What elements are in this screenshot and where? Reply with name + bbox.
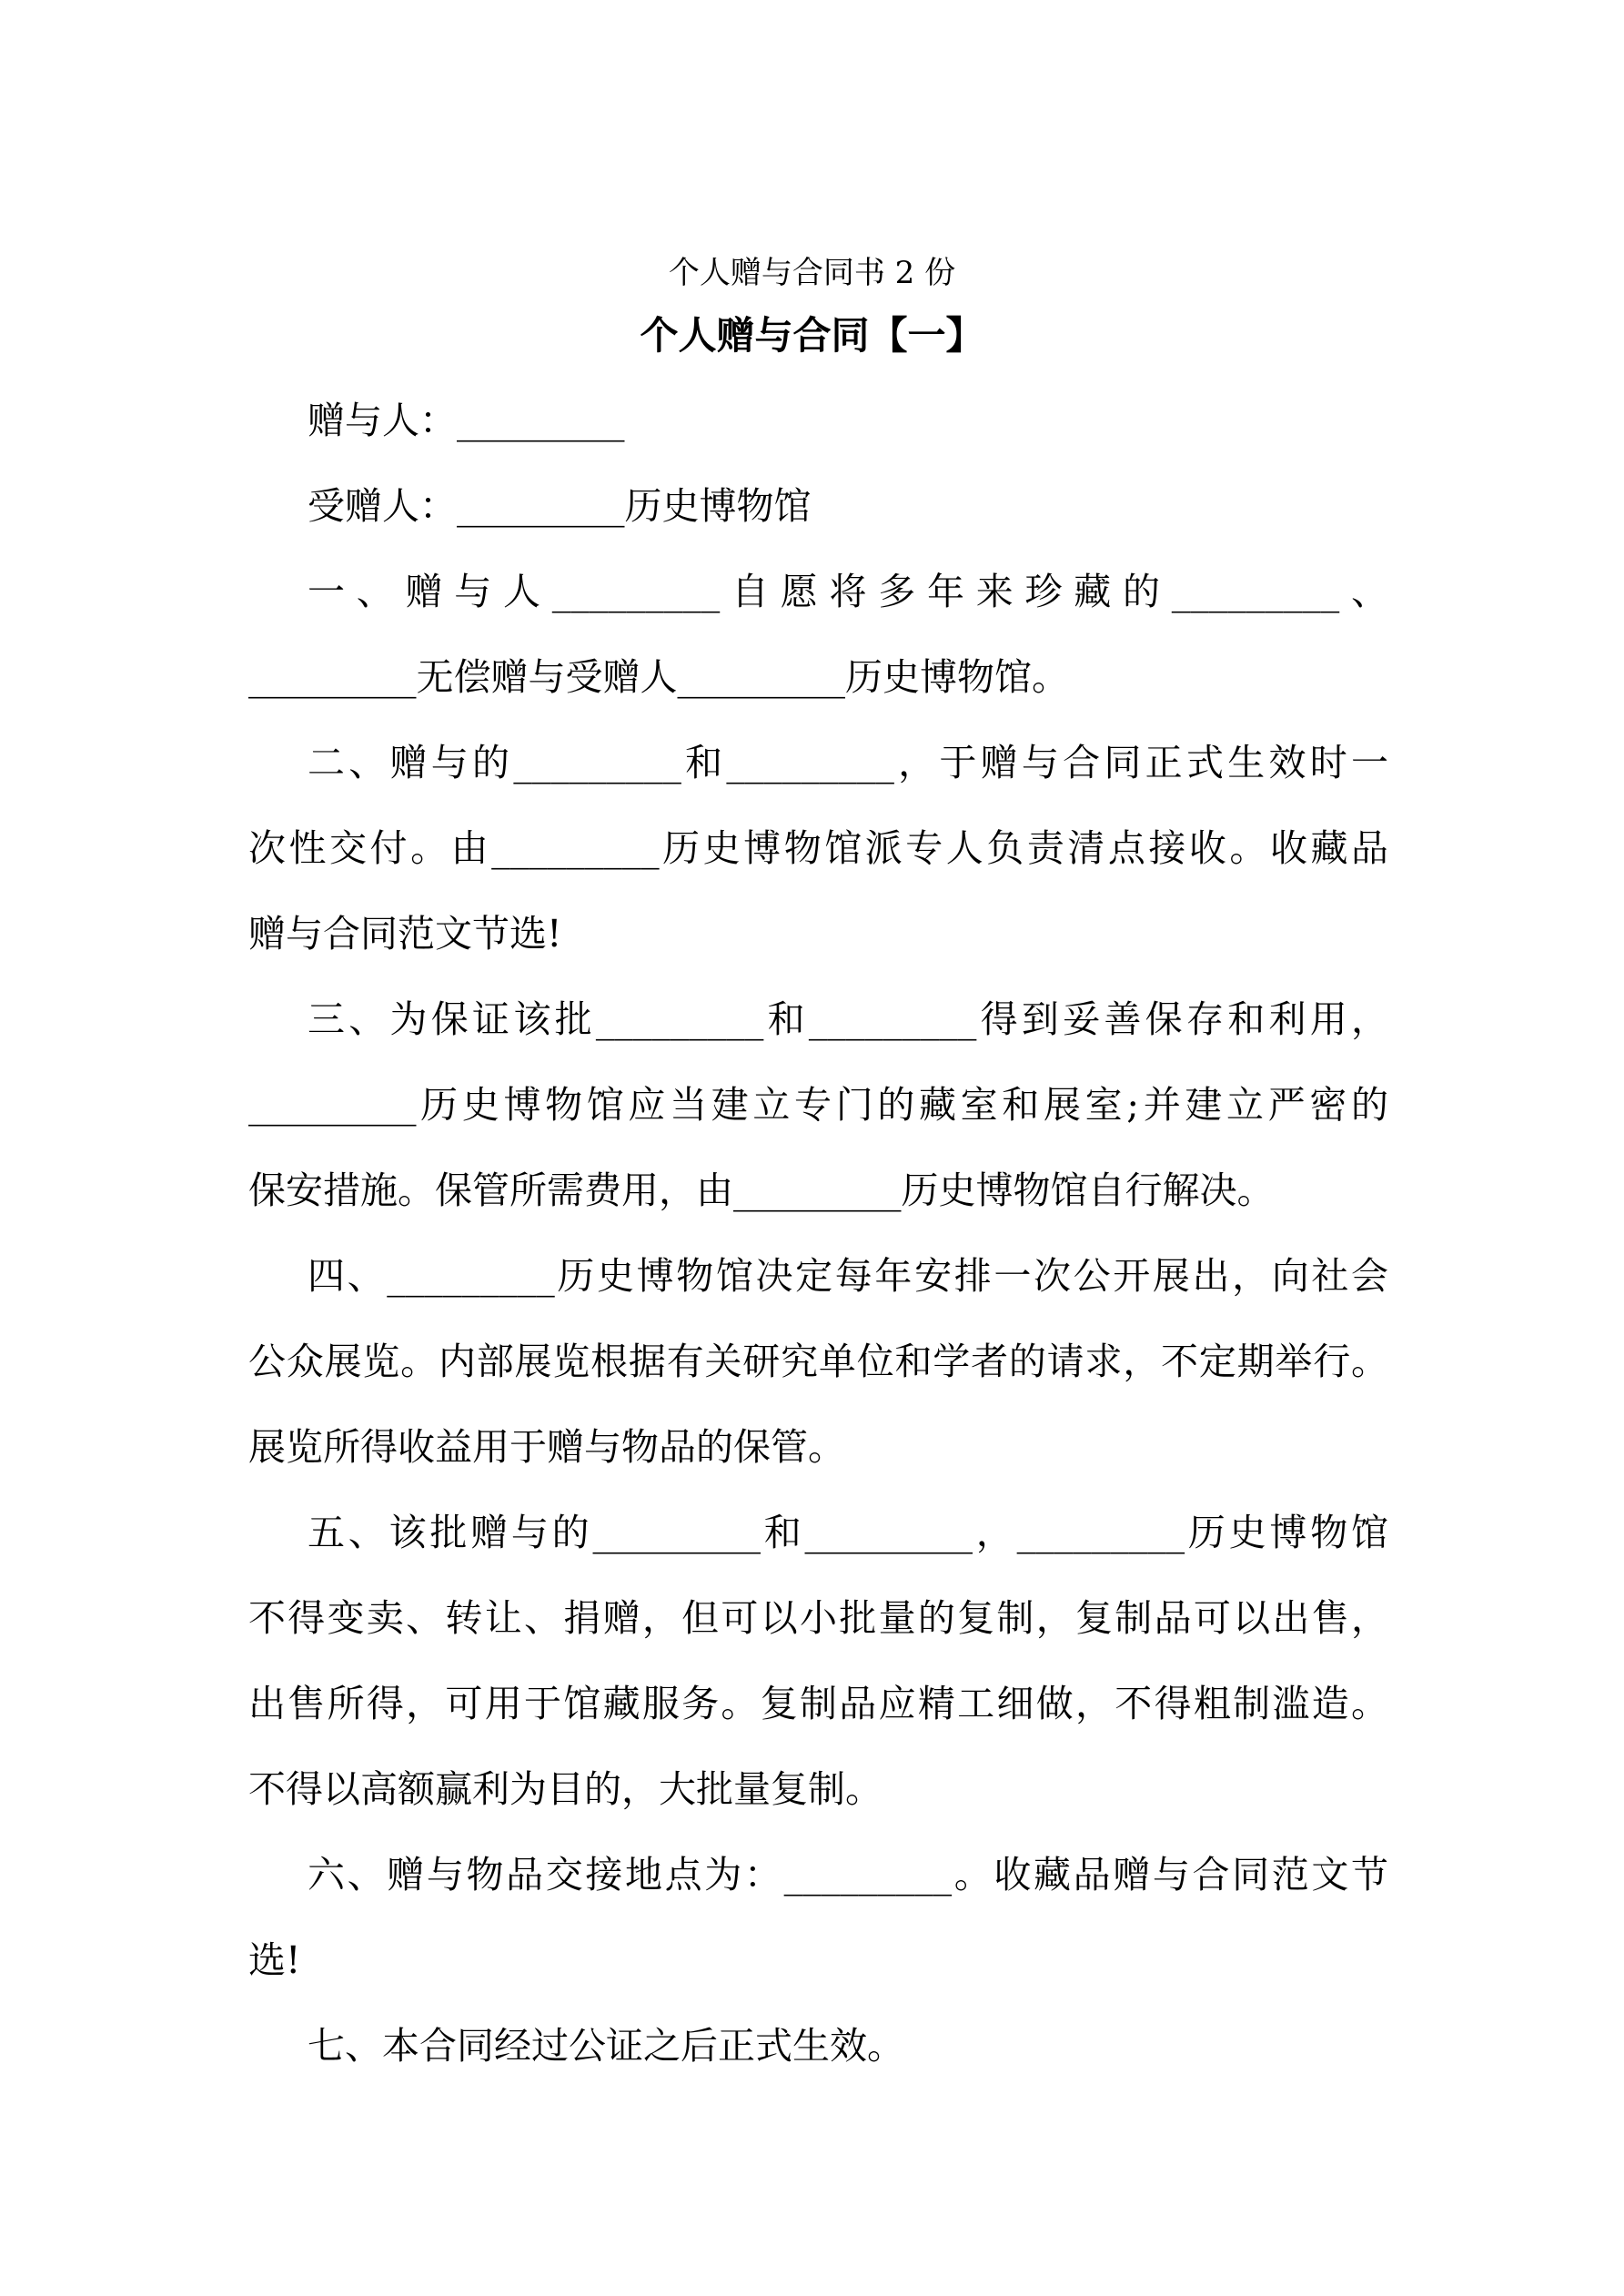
paragraph-line: 不得以高额赢利为目的，大批量复制。 — [248, 1767, 883, 1811]
contract-paragraph — [248, 1509, 1388, 1851]
document-title: 个人赠与合同书 2 份 — [668, 255, 956, 291]
paragraph-line: 保安措施。保管所需费用，由_________历史博物馆自行解决。 — [248, 1168, 1275, 1212]
paragraph-line: 出售所得，可用于馆藏服务。复制品应精工细做，不得粗制滥造。 — [248, 1682, 1388, 1725]
contract-paragraph — [248, 2022, 1388, 2108]
paragraph-line: 五、该批赠与的_________和_________，_________历史博物馆 — [308, 1511, 1388, 1554]
paragraph-line: 选! — [248, 1938, 301, 1982]
paragraph-line: 赠与合同范文节选! — [248, 912, 562, 956]
paragraph-line: 不得变卖、转让、捐赠，但可以小批量的复制，复制品可以出售， — [248, 1596, 1388, 1640]
contract-paragraph — [248, 739, 1388, 996]
paragraph-line: 二、赠与的_________和_________，于赠与合同正式生效时一 — [308, 741, 1388, 784]
paragraph-line: 六、赠与物品交接地点为：_________。收藏品赠与合同范文节 — [308, 1853, 1388, 1896]
contract-paragraph — [248, 1252, 1388, 1509]
contract-body — [248, 397, 1388, 2108]
paragraph-line: 次性交付。由_________历史博物馆派专人负责清点接收。收藏品 — [248, 826, 1388, 870]
paragraph-line: 七、本合同经过公证之后正式生效。 — [308, 2024, 904, 2068]
contract-paragraph — [248, 482, 1388, 568]
paragraph-line: 赠与人：_________ — [308, 399, 625, 442]
paragraph-line: 四、_________历史博物馆决定每年安排一次公开展出，向社会 — [308, 1254, 1388, 1298]
contract-paragraph — [248, 397, 1388, 482]
paragraph-line: 展览所得收益用于赠与物品的保管。 — [248, 1425, 845, 1469]
paragraph-line: _________历史博物馆应当建立专门的藏室和展室;并建立严密的 — [248, 1083, 1388, 1127]
paragraph-line: 受赠人：_________历史博物馆 — [308, 484, 812, 528]
paragraph-line: _________无偿赠与受赠人_________历史博物馆。 — [248, 655, 1069, 699]
section-title: 个人赠与合同【一】 — [640, 313, 984, 358]
paragraph-line: 一、赠与人_________自愿将多年来珍藏的_________、 — [308, 570, 1388, 613]
contract-paragraph — [248, 1851, 1388, 2022]
paragraph-line: 三、为保证该批_________和_________得到妥善保存和利用， — [308, 997, 1388, 1041]
contract-paragraph — [248, 996, 1388, 1252]
contract-paragraph — [248, 568, 1388, 739]
paragraph-line: 公众展览。内部展览根据有关研究单位和学者的请求，不定期举行。 — [248, 1340, 1388, 1383]
